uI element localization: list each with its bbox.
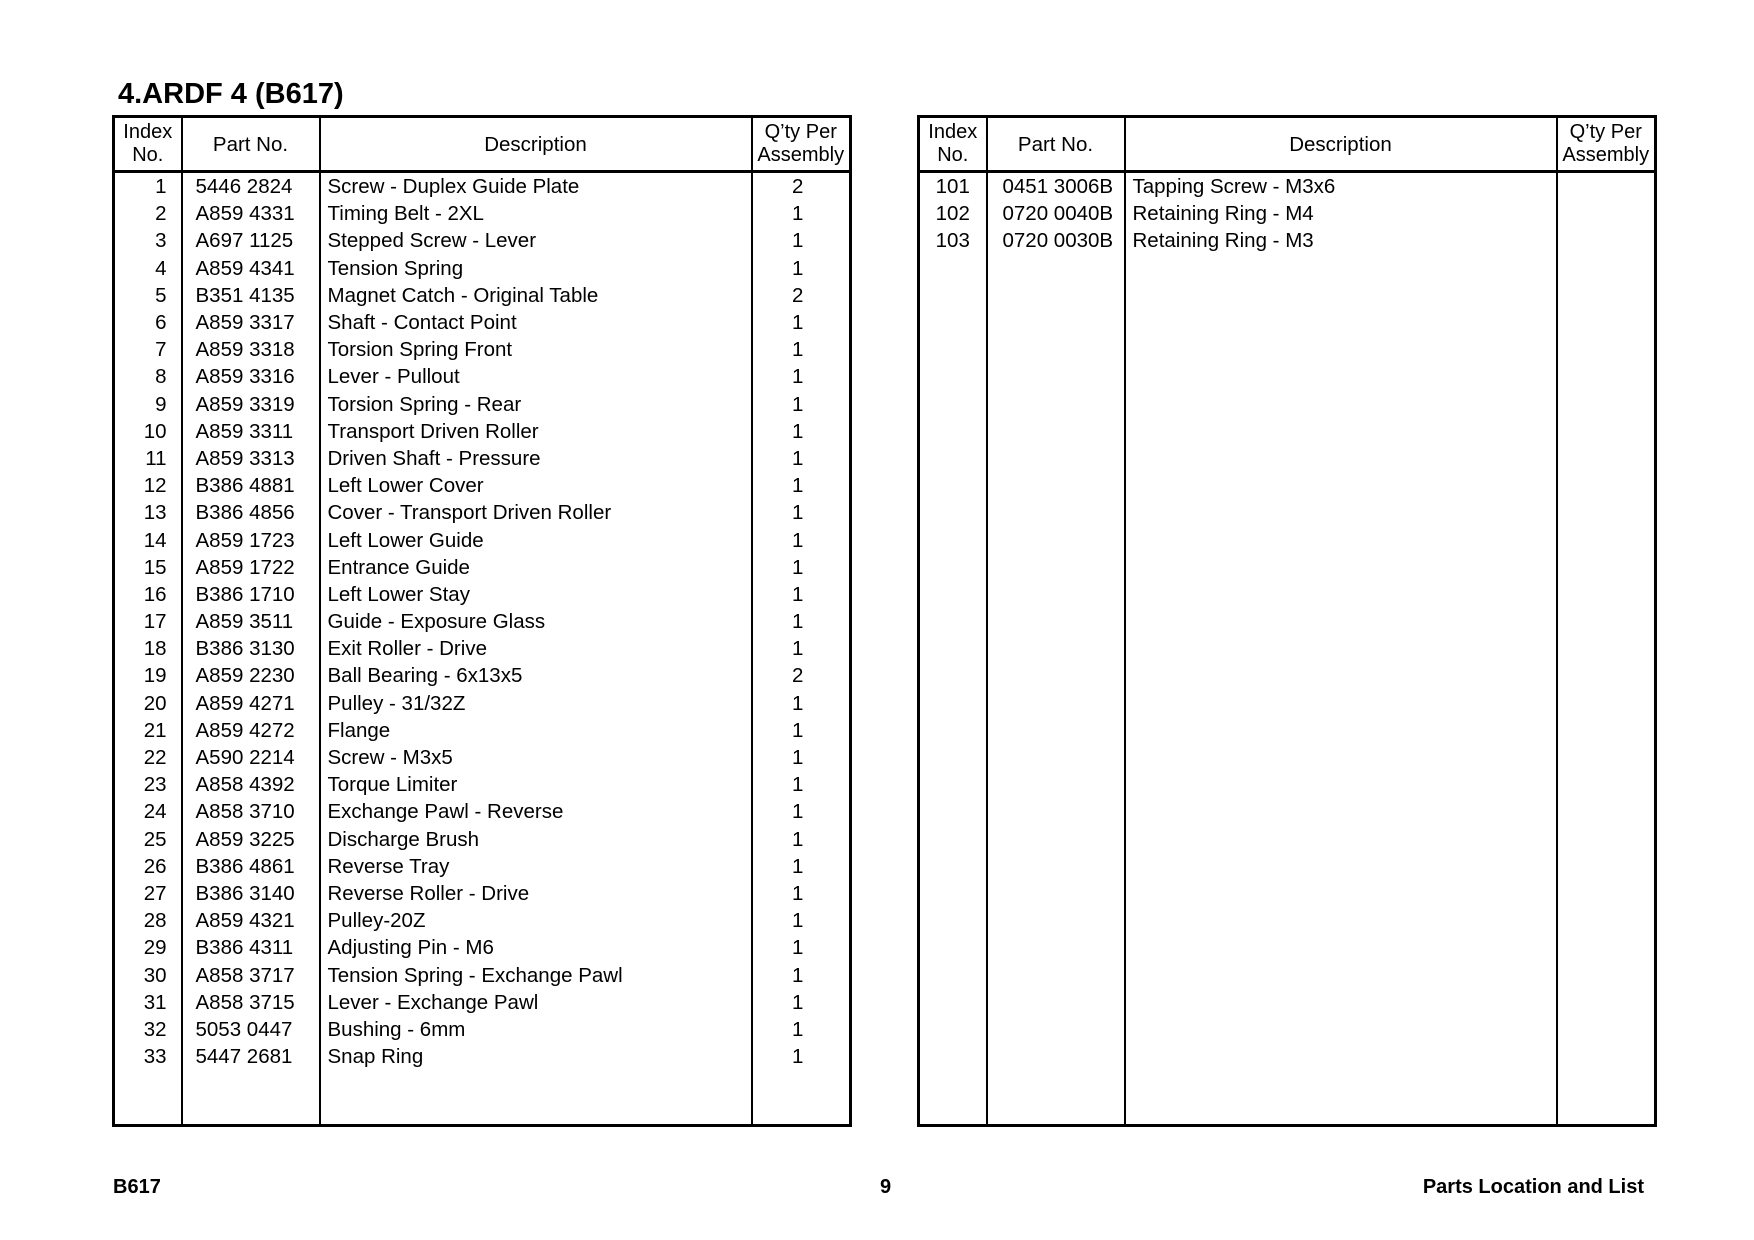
cell-part-no: A859 4341 bbox=[182, 255, 320, 282]
cell-qty: 1 bbox=[752, 363, 851, 390]
cell-index: 26 bbox=[114, 853, 182, 880]
cell-qty: 1 bbox=[752, 200, 851, 227]
cell-description: Left Lower Guide bbox=[320, 526, 752, 553]
table-row bbox=[919, 172, 1656, 201]
cell-index: 6 bbox=[114, 309, 182, 336]
table-filler-row bbox=[919, 255, 1656, 1126]
cell-part-no: A858 3717 bbox=[182, 961, 320, 988]
cell-empty bbox=[1125, 255, 1557, 1126]
cell-index: 18 bbox=[114, 635, 182, 662]
cell-part-no: B386 4856 bbox=[182, 499, 320, 526]
cell-qty: 1 bbox=[752, 1043, 851, 1070]
table-row bbox=[114, 1043, 851, 1070]
column-header-qty-line2: Assembly bbox=[1562, 144, 1650, 166]
cell-part-no: 0720 0030B bbox=[987, 227, 1125, 254]
parts-table-left bbox=[112, 115, 852, 1127]
cell-description: Left Lower Stay bbox=[320, 581, 752, 608]
cell-description: Lever - Pullout bbox=[320, 363, 752, 390]
cell-qty: 1 bbox=[752, 798, 851, 825]
cell-description: Torque Limiter bbox=[320, 771, 752, 798]
table-row bbox=[114, 363, 851, 390]
cell-description: Ball Bearing - 6x13x5 bbox=[320, 662, 752, 689]
table-row bbox=[114, 499, 851, 526]
table-row bbox=[114, 1016, 851, 1043]
cell-qty: 1 bbox=[752, 418, 851, 445]
cell-qty: 1 bbox=[752, 907, 851, 934]
cell-part-no: A859 3511 bbox=[182, 608, 320, 635]
cell-part-no: A859 4321 bbox=[182, 907, 320, 934]
column-header-part-no: Part No. bbox=[182, 117, 320, 172]
column-header-qty-line1: Q’ty Per bbox=[764, 121, 837, 143]
column-header-qty-line1: Q’ty Per bbox=[1569, 121, 1642, 143]
cell-empty bbox=[919, 255, 987, 1126]
cell-description: Lever - Exchange Pawl bbox=[320, 989, 752, 1016]
table-header-row bbox=[114, 117, 851, 172]
cell-index: 13 bbox=[114, 499, 182, 526]
cell-part-no: B386 3140 bbox=[182, 880, 320, 907]
footer-section-title: Parts Location and List bbox=[1422, 1176, 1644, 1198]
cell-part-no: A590 2214 bbox=[182, 744, 320, 771]
cell-description: Tapping Screw - M3x6 bbox=[1125, 172, 1557, 201]
cell-qty: 1 bbox=[752, 880, 851, 907]
table-row bbox=[114, 771, 851, 798]
cell-part-no: A858 3715 bbox=[182, 989, 320, 1016]
table-row bbox=[114, 282, 851, 309]
table-row bbox=[114, 662, 851, 689]
cell-part-no: 5053 0447 bbox=[182, 1016, 320, 1043]
cell-part-no: B386 4861 bbox=[182, 853, 320, 880]
cell-part-no: A859 3319 bbox=[182, 391, 320, 418]
cell-part-no: A859 3318 bbox=[182, 336, 320, 363]
table-row bbox=[114, 608, 851, 635]
cell-description: Exit Roller - Drive bbox=[320, 635, 752, 662]
cell-description: Torsion Spring - Rear bbox=[320, 391, 752, 418]
cell-qty: 1 bbox=[752, 690, 851, 717]
cell-description: Snap Ring bbox=[320, 1043, 752, 1070]
cell-qty: 1 bbox=[752, 771, 851, 798]
column-header-qty bbox=[1557, 117, 1656, 172]
cell-description: Retaining Ring - M4 bbox=[1125, 200, 1557, 227]
cell-qty: 1 bbox=[752, 445, 851, 472]
cell-description: Left Lower Cover bbox=[320, 472, 752, 499]
cell-index: 9 bbox=[114, 391, 182, 418]
cell-description: Pulley - 31/32Z bbox=[320, 690, 752, 717]
cell-empty bbox=[752, 1070, 851, 1125]
cell-qty: 1 bbox=[752, 255, 851, 282]
column-header-index-line2: No. bbox=[937, 144, 969, 166]
table-row bbox=[114, 526, 851, 553]
cell-qty: 1 bbox=[752, 826, 851, 853]
cell-index: 7 bbox=[114, 336, 182, 363]
cell-part-no: A858 3710 bbox=[182, 798, 320, 825]
cell-empty bbox=[320, 1070, 752, 1125]
column-header-description: Description bbox=[1125, 117, 1557, 172]
cell-part-no: A859 3317 bbox=[182, 309, 320, 336]
cell-description: Retaining Ring - M3 bbox=[1125, 227, 1557, 254]
cell-index: 4 bbox=[114, 255, 182, 282]
table-row bbox=[114, 554, 851, 581]
cell-description: Screw - Duplex Guide Plate bbox=[320, 172, 752, 201]
cell-description: Tension Spring - Exchange Pawl bbox=[320, 961, 752, 988]
table-row bbox=[114, 798, 851, 825]
cell-qty: 1 bbox=[752, 989, 851, 1016]
cell-index: 12 bbox=[114, 472, 182, 499]
cell-part-no: B386 3130 bbox=[182, 635, 320, 662]
cell-qty: 1 bbox=[752, 717, 851, 744]
cell-index: 23 bbox=[114, 771, 182, 798]
column-header-part-no: Part No. bbox=[987, 117, 1125, 172]
cell-part-no: 5447 2681 bbox=[182, 1043, 320, 1070]
table-row bbox=[114, 853, 851, 880]
cell-description: Bushing - 6mm bbox=[320, 1016, 752, 1043]
cell-part-no: A859 1722 bbox=[182, 554, 320, 581]
table-row bbox=[114, 200, 851, 227]
table-row bbox=[114, 907, 851, 934]
cell-index: 28 bbox=[114, 907, 182, 934]
cell-qty: 1 bbox=[752, 961, 851, 988]
table-row bbox=[114, 635, 851, 662]
column-header-qty-line2: Assembly bbox=[757, 144, 845, 166]
table-row bbox=[114, 418, 851, 445]
cell-index: 5 bbox=[114, 282, 182, 309]
cell-description: Stepped Screw - Lever bbox=[320, 227, 752, 254]
parts-table-right bbox=[917, 115, 1657, 1127]
cell-qty: 2 bbox=[752, 172, 851, 201]
cell-qty: 1 bbox=[752, 608, 851, 635]
cell-empty bbox=[114, 1070, 182, 1125]
cell-description: Transport Driven Roller bbox=[320, 418, 752, 445]
cell-index: 31 bbox=[114, 989, 182, 1016]
cell-index: 22 bbox=[114, 744, 182, 771]
cell-qty: 1 bbox=[752, 336, 851, 363]
cell-index: 11 bbox=[114, 445, 182, 472]
cell-qty: 2 bbox=[752, 662, 851, 689]
cell-index: 8 bbox=[114, 363, 182, 390]
table-row bbox=[114, 880, 851, 907]
cell-index: 15 bbox=[114, 554, 182, 581]
cell-description: Reverse Tray bbox=[320, 853, 752, 880]
cell-part-no: A859 4271 bbox=[182, 690, 320, 717]
cell-index: 24 bbox=[114, 798, 182, 825]
cell-index: 102 bbox=[919, 200, 987, 227]
table-row bbox=[919, 227, 1656, 254]
cell-part-no: A859 3311 bbox=[182, 418, 320, 445]
parts-table-left-body bbox=[114, 172, 851, 1126]
table-row bbox=[114, 961, 851, 988]
cell-qty: 1 bbox=[752, 499, 851, 526]
cell-description: Cover - Transport Driven Roller bbox=[320, 499, 752, 526]
column-header-description: Description bbox=[320, 117, 752, 172]
cell-part-no: A859 4272 bbox=[182, 717, 320, 744]
cell-description: Reverse Roller - Drive bbox=[320, 880, 752, 907]
cell-description: Tension Spring bbox=[320, 255, 752, 282]
cell-part-no: A859 1723 bbox=[182, 526, 320, 553]
table-header-row bbox=[919, 117, 1656, 172]
column-header-index-line1: Index bbox=[928, 121, 978, 143]
cell-qty: 1 bbox=[752, 227, 851, 254]
cell-index: 32 bbox=[114, 1016, 182, 1043]
cell-description: Shaft - Contact Point bbox=[320, 309, 752, 336]
cell-index: 1 bbox=[114, 172, 182, 201]
cell-qty: 2 bbox=[752, 282, 851, 309]
table-row bbox=[114, 445, 851, 472]
footer-page-number: 9 bbox=[880, 1176, 892, 1198]
cell-part-no: B351 4135 bbox=[182, 282, 320, 309]
cell-qty: 1 bbox=[752, 635, 851, 662]
table-row bbox=[919, 200, 1656, 227]
cell-description: Guide - Exposure Glass bbox=[320, 608, 752, 635]
column-header-index bbox=[919, 117, 987, 172]
cell-qty bbox=[1557, 172, 1656, 201]
table-row bbox=[114, 172, 851, 201]
cell-qty: 1 bbox=[752, 309, 851, 336]
cell-index: 20 bbox=[114, 690, 182, 717]
cell-part-no: A859 3313 bbox=[182, 445, 320, 472]
cell-part-no: 5446 2824 bbox=[182, 172, 320, 201]
cell-index: 29 bbox=[114, 934, 182, 961]
cell-empty bbox=[987, 255, 1125, 1126]
cell-qty: 1 bbox=[752, 581, 851, 608]
table-row bbox=[114, 581, 851, 608]
cell-part-no: A858 4392 bbox=[182, 771, 320, 798]
table-row bbox=[114, 717, 851, 744]
cell-description: Driven Shaft - Pressure bbox=[320, 445, 752, 472]
table-row bbox=[114, 690, 851, 717]
table-row bbox=[114, 472, 851, 499]
cell-index: 10 bbox=[114, 418, 182, 445]
cell-part-no: 0451 3006B bbox=[987, 172, 1125, 201]
cell-index: 33 bbox=[114, 1043, 182, 1070]
cell-description: Adjusting Pin - M6 bbox=[320, 934, 752, 961]
cell-index: 25 bbox=[114, 826, 182, 853]
table-row bbox=[114, 744, 851, 771]
cell-part-no: A859 3225 bbox=[182, 826, 320, 853]
table-row bbox=[114, 255, 851, 282]
cell-index: 19 bbox=[114, 662, 182, 689]
cell-index: 101 bbox=[919, 172, 987, 201]
cell-qty: 1 bbox=[752, 744, 851, 771]
cell-index: 3 bbox=[114, 227, 182, 254]
cell-index: 14 bbox=[114, 526, 182, 553]
page-title: 4.ARDF 4 (B617) bbox=[118, 78, 344, 110]
cell-description: Flange bbox=[320, 717, 752, 744]
table-row bbox=[114, 336, 851, 363]
cell-part-no: A697 1125 bbox=[182, 227, 320, 254]
cell-index: 103 bbox=[919, 227, 987, 254]
cell-index: 2 bbox=[114, 200, 182, 227]
cell-index: 30 bbox=[114, 961, 182, 988]
cell-part-no: A859 3316 bbox=[182, 363, 320, 390]
cell-part-no: A859 2230 bbox=[182, 662, 320, 689]
cell-empty bbox=[1557, 255, 1656, 1126]
cell-description: Magnet Catch - Original Table bbox=[320, 282, 752, 309]
cell-description: Pulley-20Z bbox=[320, 907, 752, 934]
table-row bbox=[114, 227, 851, 254]
column-header-qty bbox=[752, 117, 851, 172]
cell-description: Timing Belt - 2XL bbox=[320, 200, 752, 227]
cell-description: Screw - M3x5 bbox=[320, 744, 752, 771]
cell-qty: 1 bbox=[752, 1016, 851, 1043]
table-row bbox=[114, 934, 851, 961]
cell-part-no: B386 4311 bbox=[182, 934, 320, 961]
cell-part-no: A859 4331 bbox=[182, 200, 320, 227]
cell-description: Discharge Brush bbox=[320, 826, 752, 853]
footer-model: B617 bbox=[113, 1176, 161, 1198]
cell-index: 16 bbox=[114, 581, 182, 608]
cell-index: 21 bbox=[114, 717, 182, 744]
cell-qty: 1 bbox=[752, 934, 851, 961]
cell-index: 17 bbox=[114, 608, 182, 635]
cell-description: Torsion Spring Front bbox=[320, 336, 752, 363]
cell-description: Entrance Guide bbox=[320, 554, 752, 581]
table-filler-row bbox=[114, 1070, 851, 1125]
column-header-index-line2: No. bbox=[132, 144, 164, 166]
parts-table-right-body bbox=[919, 172, 1656, 1126]
cell-qty bbox=[1557, 227, 1656, 254]
column-header-index bbox=[114, 117, 182, 172]
cell-qty: 1 bbox=[752, 526, 851, 553]
column-header-index-line1: Index bbox=[123, 121, 173, 143]
table-row bbox=[114, 826, 851, 853]
cell-qty bbox=[1557, 200, 1656, 227]
cell-empty bbox=[182, 1070, 320, 1125]
cell-qty: 1 bbox=[752, 853, 851, 880]
cell-qty: 1 bbox=[752, 554, 851, 581]
cell-description: Exchange Pawl - Reverse bbox=[320, 798, 752, 825]
table-row bbox=[114, 309, 851, 336]
cell-part-no: 0720 0040B bbox=[987, 200, 1125, 227]
cell-part-no: B386 4881 bbox=[182, 472, 320, 499]
cell-qty: 1 bbox=[752, 391, 851, 418]
cell-part-no: B386 1710 bbox=[182, 581, 320, 608]
table-row bbox=[114, 391, 851, 418]
cell-index: 27 bbox=[114, 880, 182, 907]
cell-qty: 1 bbox=[752, 472, 851, 499]
table-row bbox=[114, 989, 851, 1016]
